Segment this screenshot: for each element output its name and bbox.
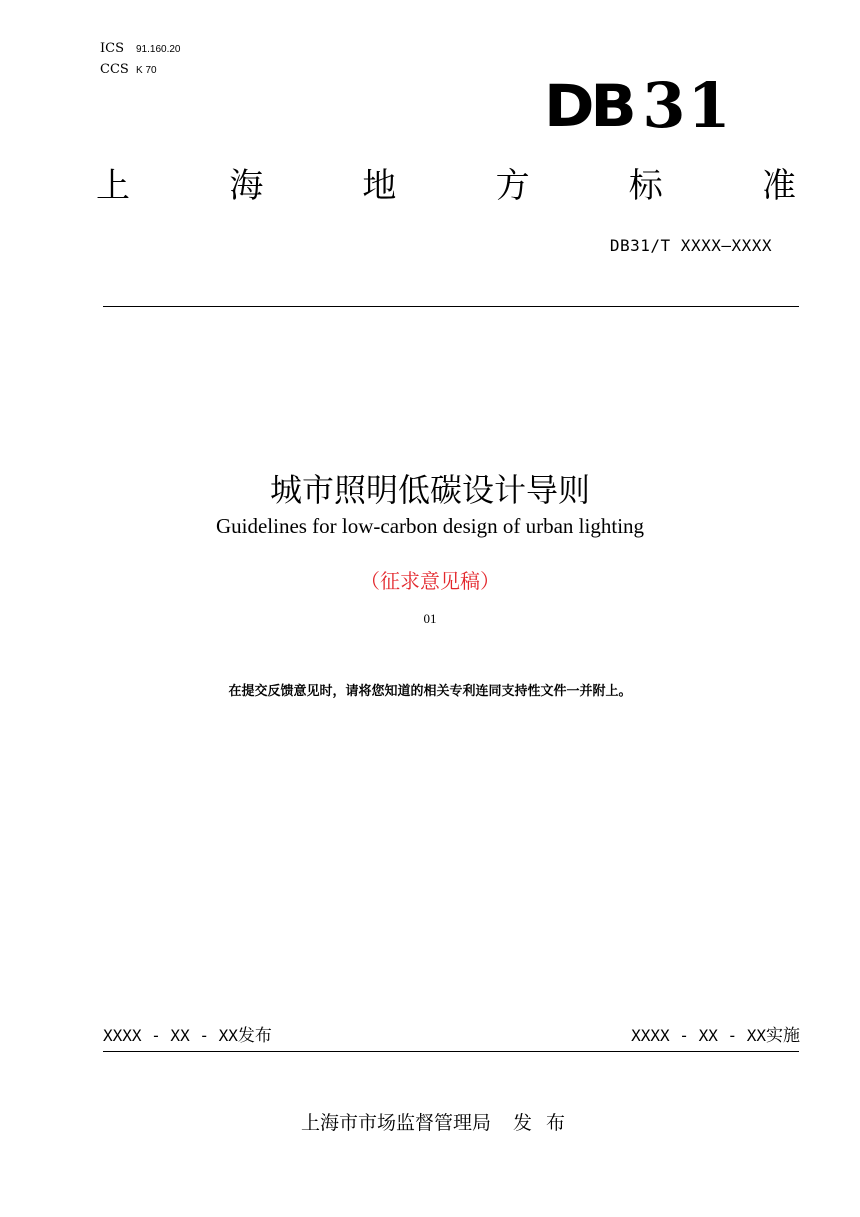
standard-number: DB31/T XXXX—XXXX <box>609 236 772 255</box>
db31-logo <box>544 69 733 142</box>
ccs-classification <box>100 63 157 78</box>
issuing-authority <box>0 1110 860 1136</box>
document-title-english: Guidelines for low-carbon design of urban lighting <box>215 514 645 538</box>
patent-notice: 在提交反馈意见时，请将您知道的相关专利连同支持性文件一并附上。 <box>228 684 632 699</box>
standard-type-char: 标 <box>628 166 663 206</box>
logo-letters: DB <box>544 72 633 140</box>
publish-date-block <box>103 1024 272 1048</box>
ics-code: 91.160.20 <box>136 44 181 55</box>
standard-type-char: 上 <box>96 166 130 206</box>
draft-number: 01 <box>423 611 437 626</box>
standard-type-char: 方 <box>495 166 530 206</box>
implement-date: XXXX - XX - XX <box>631 1026 766 1045</box>
publish-date: XXXX - XX - XX <box>103 1026 238 1045</box>
publish-word: 发布 <box>237 1026 272 1046</box>
standard-type-char: 地 <box>362 166 397 206</box>
top-divider <box>103 306 799 307</box>
standard-type-heading <box>96 164 796 208</box>
ccs-code: K 70 <box>136 65 157 76</box>
ics-classification <box>100 42 181 57</box>
bottom-divider <box>103 1051 799 1052</box>
logo-number: 31 <box>642 69 733 142</box>
standard-type-char: 准 <box>761 166 796 206</box>
issuer-action: 发布 <box>513 1112 580 1134</box>
standard-type-char: 海 <box>229 166 264 206</box>
ccs-label: CCS <box>100 62 129 77</box>
implement-date-block <box>631 1024 800 1048</box>
implement-word: 实施 <box>766 1026 800 1046</box>
draft-status-label: （征求意见稿） <box>360 569 500 593</box>
ics-label: ICS <box>100 41 124 56</box>
issuer-name: 上海市市场监督管理局 <box>300 1112 491 1134</box>
document-title-chinese: 城市照明低碳设计导则 <box>269 471 590 509</box>
